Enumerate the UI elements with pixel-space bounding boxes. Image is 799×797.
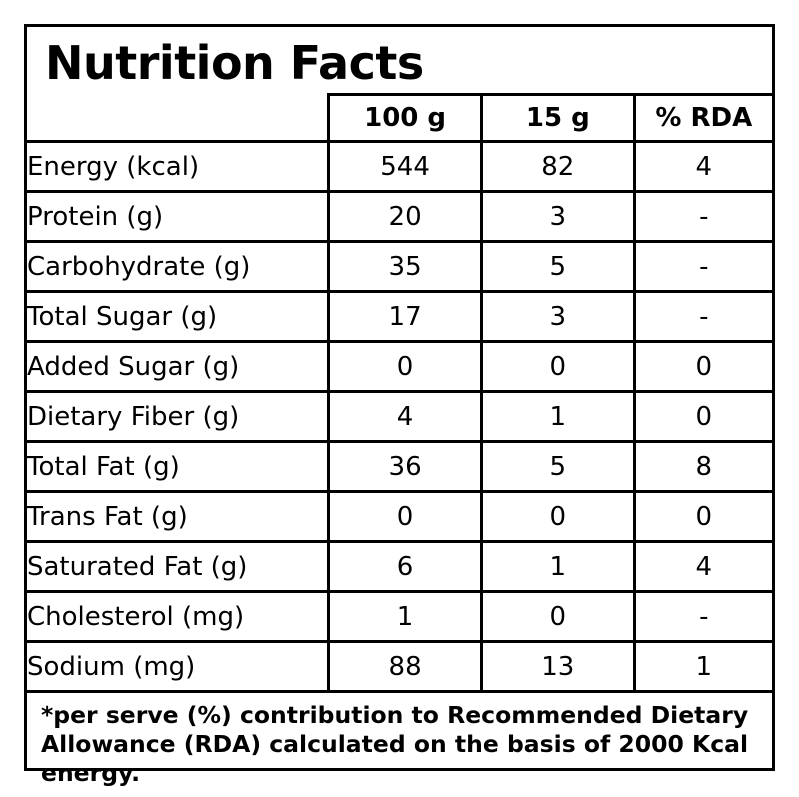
table-header-row [27,95,772,142]
table-row [27,342,772,392]
nutrient-name: Added Sugar (g) [27,342,329,392]
nutrient-rda: 4 [634,542,772,592]
nutrient-per-100g: 1 [329,592,482,642]
nutrient-name: Trans Fat (g) [27,492,329,542]
nutrient-rda: - [634,242,772,292]
table-row [27,192,772,242]
nutrient-per-100g: 35 [329,242,482,292]
nutrient-per-100g: 36 [329,442,482,492]
nutrient-per-100g: 6 [329,542,482,592]
nutrient-per-100g: 0 [329,492,482,542]
table-row [27,392,772,442]
nutrient-name: Total Sugar (g) [27,292,329,342]
nutrient-name: Total Fat (g) [27,442,329,492]
column-header-rda: % RDA [634,95,772,142]
nutrient-rda: - [634,592,772,642]
nutrient-name: Cholesterol (mg) [27,592,329,642]
nutrient-name: Sodium (mg) [27,642,329,691]
table-row [27,542,772,592]
nutrient-per-100g: 4 [329,392,482,442]
table-row [27,292,772,342]
nutrient-rda: - [634,292,772,342]
table-row [27,492,772,542]
rda-footnote: *per serve (%) contribution to Recommended Dietary Allowance (RDA) calculated on the basis of 2000 Kcal energy. [27,690,772,797]
table-row [27,142,772,192]
nutrient-rda: 0 [634,492,772,542]
nutrient-name: Saturated Fat (g) [27,542,329,592]
nutrient-per-100g: 20 [329,192,482,242]
nutrient-per-serve: 0 [481,492,634,542]
column-header-per-100g: 100 g [329,95,482,142]
nutrient-per-serve: 13 [481,642,634,691]
nutrient-name: Protein (g) [27,192,329,242]
nutrient-per-serve: 3 [481,292,634,342]
nutrient-per-serve: 3 [481,192,634,242]
nutrient-rda: - [634,192,772,242]
nutrient-rda: 8 [634,442,772,492]
nutrient-per-serve: 5 [481,242,634,292]
column-header-nutrient [27,95,329,142]
page-title: Nutrition Facts [45,36,424,90]
nutrient-name: Energy (kcal) [27,142,329,192]
nutrition-facts-panel [24,24,775,787]
nutrient-per-serve: 82 [481,142,634,192]
table-header [27,95,772,142]
nutrition-table [27,93,772,690]
nutrient-per-100g: 17 [329,292,482,342]
table-row [27,642,772,691]
nutrient-per-100g: 544 [329,142,482,192]
nutrient-name: Carbohydrate (g) [27,242,329,292]
nutrient-per-serve: 1 [481,392,634,442]
table-body [27,142,772,691]
table-row [27,242,772,292]
nutrient-name: Dietary Fiber (g) [27,392,329,442]
nutrient-per-serve: 1 [481,542,634,592]
nutrient-per-serve: 0 [481,592,634,642]
column-header-per-serve: 15 g [481,95,634,142]
table-row [27,592,772,642]
nutrient-per-100g: 0 [329,342,482,392]
nutrient-per-100g: 88 [329,642,482,691]
nutrient-rda: 1 [634,642,772,691]
nutrient-per-serve: 5 [481,442,634,492]
nutrient-rda: 0 [634,392,772,442]
nutrient-per-serve: 0 [481,342,634,392]
table-row [27,442,772,492]
nutrient-rda: 4 [634,142,772,192]
nutrient-rda: 0 [634,342,772,392]
